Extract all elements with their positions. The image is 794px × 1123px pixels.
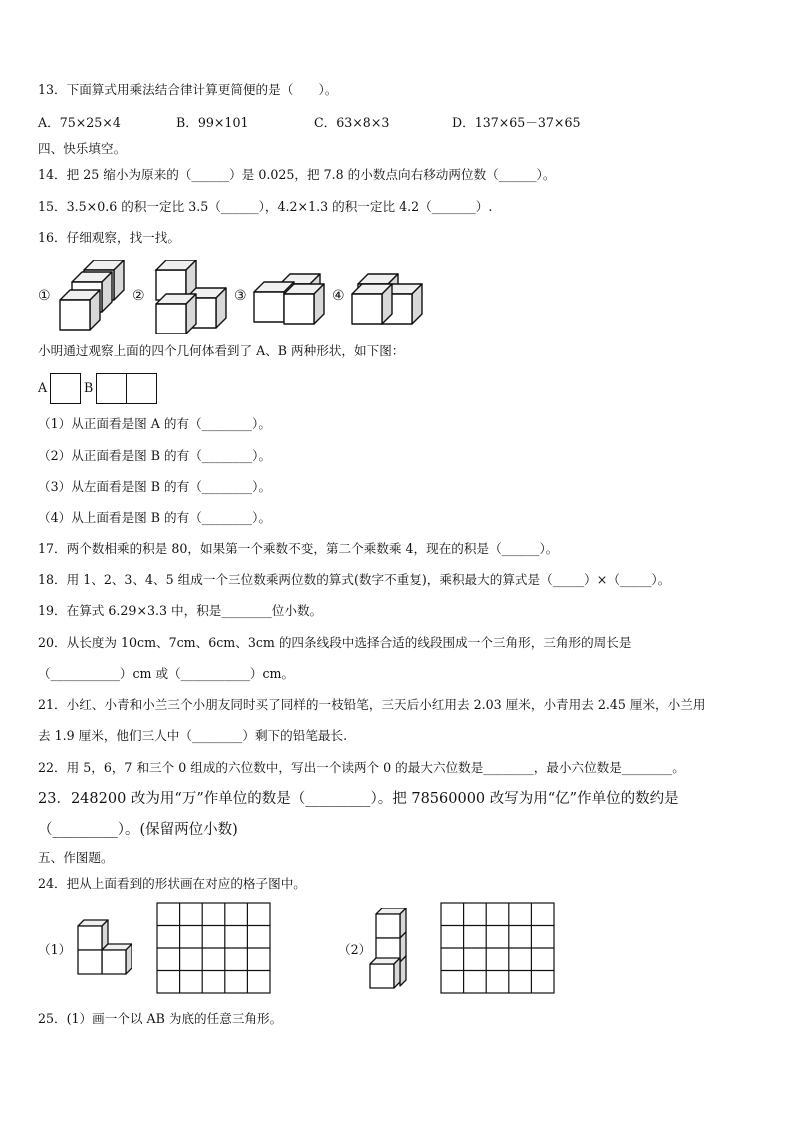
q17: 17．两个数相乘的积是 80，如果第一个乘数不变，第二个乘数乘 4，现在的积是（______）。 — [38, 541, 559, 556]
q24-solid-1 — [72, 918, 132, 982]
section-heading-5: 五、作图题。 — [38, 850, 114, 865]
shape-b-right-square — [126, 373, 157, 404]
q23-line1: 23．248200 改为用“万”作单位的数是（_________）。把 78560000 改写为用“亿”作单位的数约是 — [38, 791, 679, 807]
q20-line1: 20．从长度为 10cm、7cm、6cm、3cm 的四条线段中选择合适的线段围成一个三角形，三角形的周长是 — [38, 635, 632, 650]
q18: 18．用 1、2、3、4、5 组成一个三位数乘两位数的算式(数字不重复)，乘积最大的算式是（_____）×（_____）。 — [38, 572, 671, 587]
q16-sub-3: （3）从左面看是图 B 的有（________）。 — [38, 479, 272, 494]
q16-stem: 16．仔细观察，找一找。 — [38, 230, 180, 245]
q16-description: 小明通过观察上面的四个几何体看到了 A、B 两种形状，如下图： — [38, 343, 405, 358]
q21-line1: 21．小红、小青和小兰三个小朋友同时买了同样的一枝铅笔，三天后小红用去 2.03 厘米，小青用去 2.45 厘米，小兰用 — [38, 697, 706, 712]
q15: 15．3.5×0.6 的积一定比 3.5（______），4.2×1.3 的积一定比 4.2（_______）. — [38, 199, 493, 214]
q20-line2: （___________）cm 或（___________）cm。 — [38, 666, 295, 681]
q24-solid-2 — [366, 908, 410, 992]
q13-option-d: D．137×65－37×65 — [452, 115, 581, 130]
figure-label-3: ③ — [234, 288, 247, 304]
q21-line2: 去 1.9 厘米，他们三人中（________）剩下的铅笔最长. — [38, 728, 348, 743]
q16-sub-1: （1）从正面看是图 A 的有（________）。 — [38, 416, 271, 431]
figure-label-2: ② — [132, 288, 145, 304]
shape-a-square — [50, 373, 81, 404]
q25: 25．(1）画一个以 AB 为底的任意三角形。 — [38, 1011, 283, 1026]
q13-stem: 13．下面算式用乘法结合律计算更简便的是（ ）。 — [38, 82, 338, 97]
q13-option-c: C．63×8×3 — [314, 115, 390, 130]
q24-grid-1 — [156, 902, 271, 994]
q13-option-b: B．99×101 — [176, 115, 249, 130]
q16-sub-2: （2）从正面看是图 B 的有（________）。 — [38, 448, 272, 463]
q24-label-2: （2） — [338, 942, 372, 957]
q14: 14．把 25 缩小为原来的（______）是 0.025，把 7.8 的小数点向右移动两位数（______）。 — [38, 167, 556, 182]
shape-b-label: B — [84, 380, 94, 395]
q16-solids-figure — [36, 260, 436, 334]
shape-b-left-square — [96, 373, 127, 404]
section-heading-4: 四、快乐填空。 — [38, 141, 127, 156]
figure-label-1: ① — [38, 288, 51, 304]
q22: 22．用 5，6，7 和三个 0 组成的六位数中，写出一个读两个 0 的最大六位数是________，最小六位数是________。 — [38, 760, 685, 775]
figure-label-4: ④ — [332, 288, 345, 304]
q19: 19．在算式 6.29×3.3 中，积是________位小数。 — [38, 603, 323, 618]
q13-option-a: A．75×25×4 — [38, 115, 121, 130]
q23-line2: （_________）。(保留两位小数) — [38, 822, 238, 838]
q24-stem: 24．把从上面看到的形状画在对应的格子图中。 — [38, 876, 306, 891]
shape-a-label: A — [38, 380, 48, 395]
q24-grid-2 — [440, 902, 555, 994]
q24-label-1: （1） — [38, 942, 72, 957]
q16-sub-4: （4）从上面看是图 B 的有（________）。 — [38, 510, 272, 525]
